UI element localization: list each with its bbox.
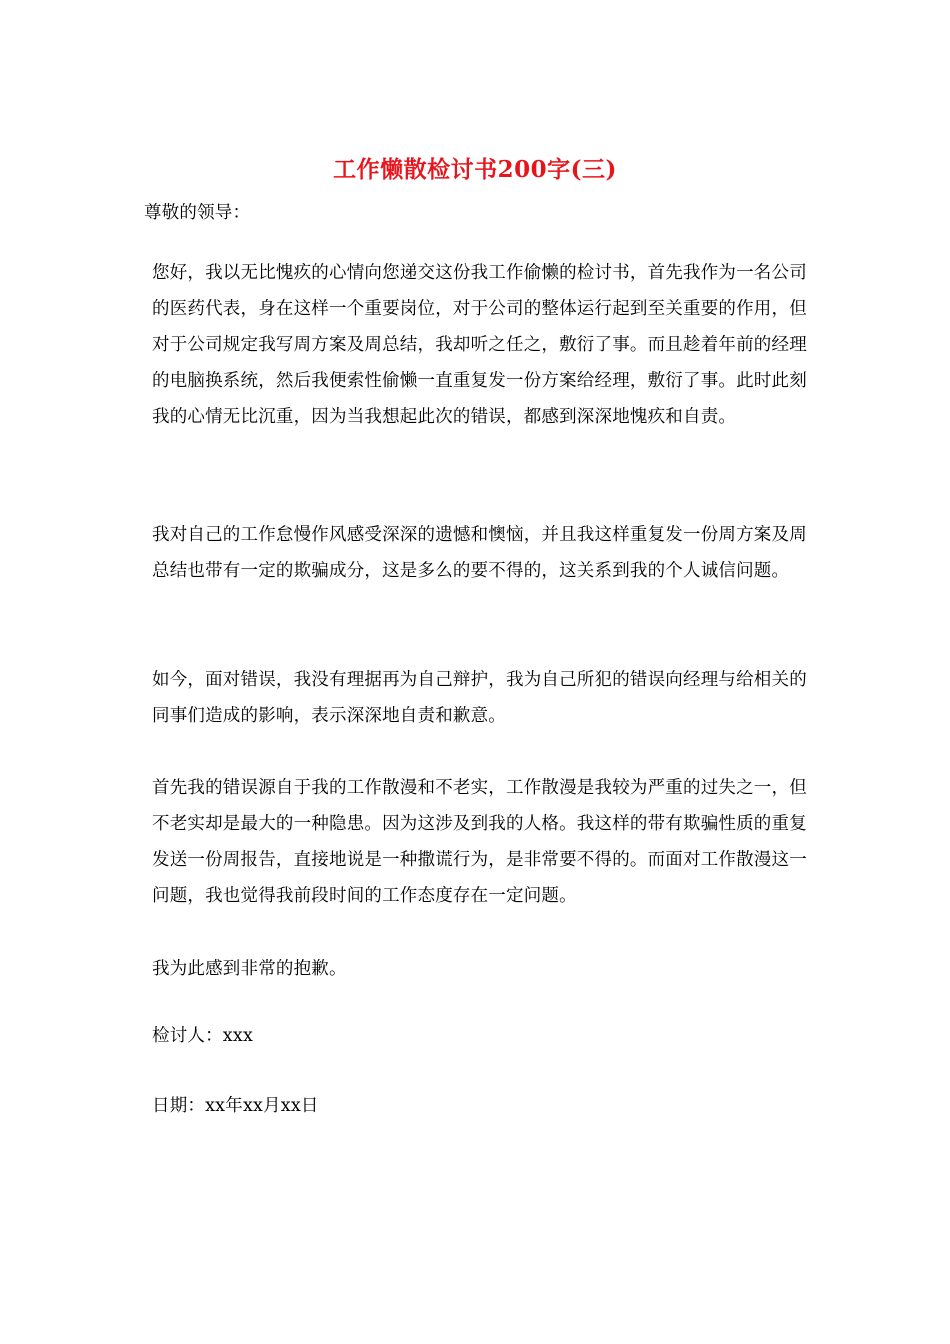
- paragraph-text: 如今，面对错误，我没有理据再为自己辩护，我为自己所犯的错误向经理与给相关的同事们造成的影响，表示深深地自责和歉意。: [152, 670, 807, 726]
- date-line: 日期：xx年xx月xx日: [152, 1096, 319, 1116]
- paragraph-4: [144, 770, 816, 914]
- paragraph-1: [144, 255, 816, 435]
- greeting: 尊敬的领导：: [144, 203, 251, 223]
- paragraph-3: [144, 662, 816, 734]
- paragraph-2: [144, 517, 816, 589]
- paragraph-5: [144, 951, 816, 987]
- document-title: 工作懒散检讨书200字(三): [333, 156, 617, 183]
- paragraph-text: 您好，我以无比愧疚的心情向您递交这份我工作偷懒的检讨书，首先我作为一名公司的医药代表，身在这样一个重要岗位，对于公司的整体运行起到至关重要的作用，但对于公司规定我写周方案及周总结，我却听之任之，敷衍了事。而且趁着年前的经理的电脑换系统，然后我便索性偷懒一直重复发一份方案给经理，敷衍了事。此时此刻我的心情无比沉重，因为当我想起此次的错误，都感到深深地愧疚和自责。: [152, 263, 807, 427]
- signer-line: 检讨人：xxx: [152, 1026, 254, 1046]
- paragraph-text: 首先我的错误源自于我的工作散漫和不老实，工作散漫是我较为严重的过失之一，但不老实却是最大的一种隐患。因为这涉及到我的人格。我这样的带有欺骗性质的重复发送一份周报告，直接地说是一种撒谎行为，是非常要不得的。而面对工作散漫这一问题，我也觉得我前段时间的工作态度存在一定问题。: [152, 778, 807, 906]
- paragraph-text: 我为此感到非常的抱歉。: [152, 959, 347, 979]
- paragraph-text: 我对自己的工作怠慢作风感受深深的遗憾和懊恼，并且我这样重复发一份周方案及周总结也带有一定的欺骗成分，这是多么的要不得的，这关系到我的个人诚信问题。: [152, 525, 807, 581]
